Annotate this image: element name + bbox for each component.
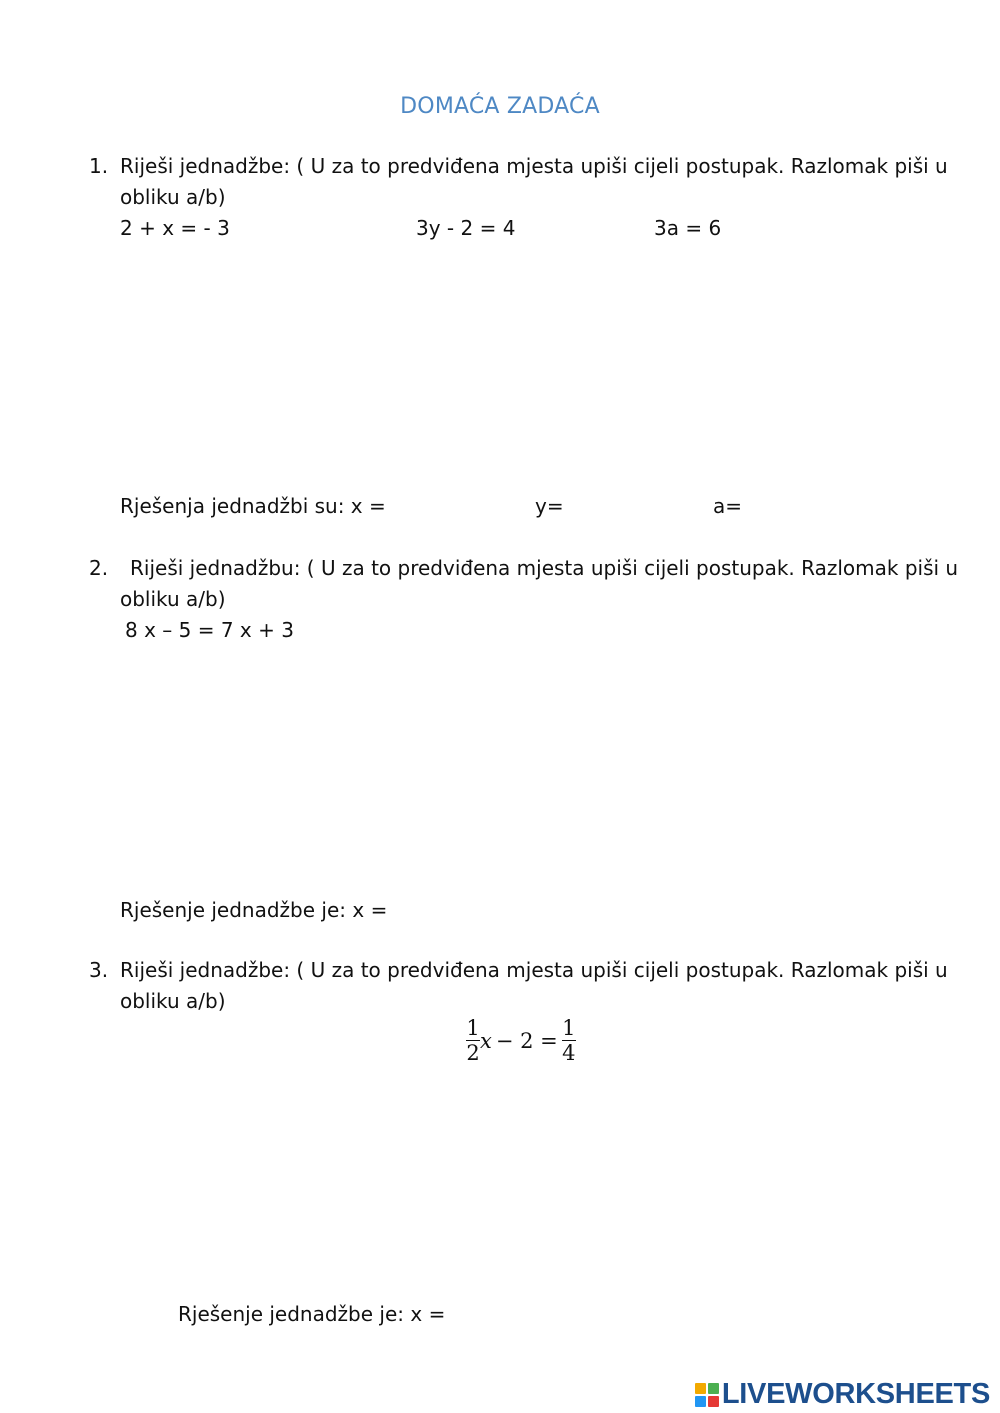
equation-variable: x: [480, 1028, 492, 1053]
q2-instruction-line1: Riješi jednadžbu: ( U za to predviđena mjesta upiši cijeli postupak. Razlomak piši u: [130, 556, 959, 580]
q3-instruction-line2: obliku a/b): [120, 989, 226, 1013]
logo-square: [695, 1383, 706, 1394]
q3-number: 3.: [89, 958, 109, 982]
q3-equation: [466, 1017, 576, 1064]
q3-instruction-line1: Riješi jednadžbe: ( U za to predviđena mjesta upiši cijeli postupak. Razlomak piši u: [120, 958, 948, 982]
q1-answer-label-y: y=: [535, 494, 564, 518]
q2-number: 2.: [89, 556, 109, 580]
logo-square: [708, 1383, 719, 1394]
q1-answer-label-x: Rješenja jednadžbi su: x =: [120, 494, 386, 518]
logo-mark-icon: [695, 1383, 719, 1407]
q1-instruction-line1: Riješi jednadžbe: ( U za to predviđena mjesta upiši cijeli postupak. Razlomak piši u: [120, 154, 948, 178]
q1-equation-c: 3a = 6: [654, 216, 722, 240]
logo-square: [708, 1396, 719, 1407]
q3-answer-label: Rješenje jednadžbe je: x =: [178, 1302, 446, 1326]
q1-equation-b: 3y - 2 = 4: [416, 216, 516, 240]
q2-equation: 8 x – 5 = 7 x + 3: [125, 618, 294, 642]
fraction-one-quarter: [562, 1017, 576, 1064]
fraction-numerator: 1: [466, 1016, 480, 1040]
page-title: DOMAĆA ZADAĆA: [400, 94, 600, 119]
q2-answer-label: Rješenje jednadžbe je: x =: [120, 898, 388, 922]
equation-middle: − 2 =: [495, 1028, 558, 1053]
q1-instruction-line2: obliku a/b): [120, 185, 226, 209]
logo-text: LIVEWORKSHEETS: [721, 1378, 990, 1410]
fraction-denominator: 2: [466, 1041, 480, 1065]
fraction-denominator: 4: [562, 1041, 576, 1065]
fraction-numerator: 1: [562, 1016, 576, 1040]
q1-answer-label-a: a=: [713, 494, 743, 518]
liveworksheets-logo: [695, 1378, 990, 1411]
q1-number: 1.: [89, 154, 109, 178]
logo-square: [695, 1396, 706, 1407]
q1-equation-a: 2 + x = - 3: [120, 216, 230, 240]
fraction-one-half: [466, 1017, 480, 1064]
q2-instruction-line2: obliku a/b): [120, 587, 226, 611]
